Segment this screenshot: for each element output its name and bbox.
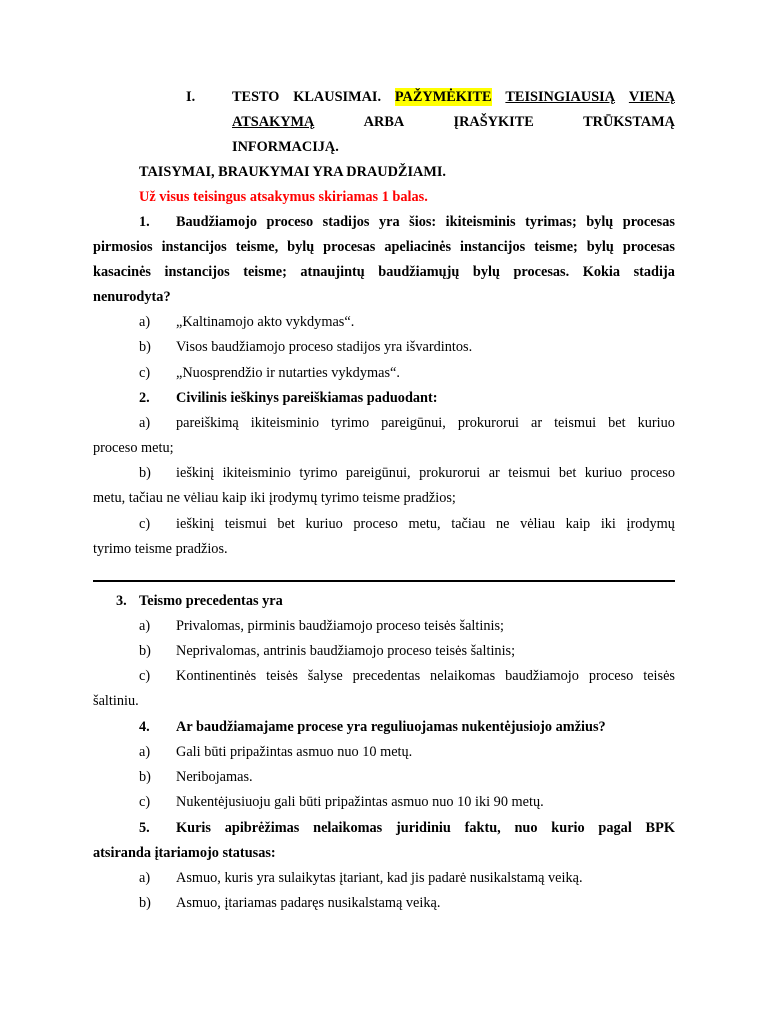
option-c: Nukentėjusiuoju gali būti pripažintas asmuo nuo 10 iki 90 metų. — [176, 794, 544, 810]
option-label: a) — [139, 618, 151, 634]
word: Kuris — [176, 820, 211, 836]
word: stadija — [633, 264, 675, 280]
question-number: 5. — [139, 820, 150, 836]
word: pirmosios — [93, 239, 153, 255]
option-label: a) — [139, 415, 151, 431]
word: kasacinės — [93, 264, 151, 280]
word: metu, — [408, 516, 441, 532]
word: instancijos — [164, 264, 230, 280]
word: tyrimo — [299, 465, 338, 481]
word: teisme, — [235, 239, 279, 255]
word: teismui — [554, 415, 597, 431]
question-text — [176, 213, 675, 231]
word: apeliacinės — [384, 239, 452, 255]
highlighted-word: PAŽYMĖKITE — [394, 89, 492, 105]
question-text — [176, 819, 675, 837]
word: teisės — [266, 668, 298, 684]
word: prokurorui — [419, 465, 481, 481]
option-label: c) — [139, 668, 151, 684]
option-label: a) — [139, 870, 151, 886]
instruction-line-3: INFORMACIJĄ. — [232, 139, 339, 155]
underlined-word: ATSAKYMĄ — [232, 114, 315, 130]
word: proceso — [588, 668, 634, 684]
word: įrodymų — [626, 516, 675, 532]
word: bylų — [586, 239, 614, 255]
word: proceso — [353, 516, 398, 532]
word: bet — [558, 465, 577, 481]
option-a: Asmuo, kuris yra sulaikytas įtariant, kad jis padarė nusikalstamą veiką. — [176, 870, 583, 886]
option-a-cont: proceso metu; — [93, 440, 174, 456]
word: pareiškimą — [176, 415, 239, 431]
section-divider — [93, 580, 675, 582]
question-text: Civilinis ieškinys pareiškiamas paduodant: — [176, 390, 438, 406]
word: vėliau — [520, 516, 555, 532]
word: Baudžiamojo — [176, 214, 258, 230]
word: instancijos — [161, 239, 227, 255]
question-text: nenurodyta? — [93, 289, 171, 305]
word: proceso — [266, 214, 314, 230]
word: bet — [277, 516, 295, 532]
option-b: Neribojamas. — [176, 769, 253, 785]
word: kurio — [551, 820, 585, 836]
question-text: Ar baudžiamajame procese yra reguliuojamas nukentėjusiojo amžius? — [176, 719, 606, 735]
word: tyrimo — [331, 415, 370, 431]
word: KLAUSIMAI. — [293, 89, 382, 105]
underlined-word: VIENĄ — [628, 89, 675, 105]
option-label: a) — [139, 314, 151, 330]
question-number: 1. — [139, 214, 150, 230]
option-a — [176, 414, 675, 432]
word: ikiteisminis — [445, 214, 516, 230]
option-label: b) — [139, 769, 151, 785]
word: procesas — [622, 239, 675, 255]
word: ieškinį — [176, 516, 215, 532]
word: tyrimas; — [525, 214, 577, 230]
word: teisme; — [243, 264, 287, 280]
word: ikiteisminio — [250, 415, 320, 431]
word: ARBA — [363, 114, 405, 130]
option-c-cont: tyrimo teisme pradžios. — [93, 541, 228, 557]
word: kuriuo — [637, 415, 675, 431]
option-label: c) — [139, 365, 151, 381]
option-label: c) — [139, 794, 151, 810]
word: instancijos — [460, 239, 526, 255]
word: baudžiamųjų — [378, 264, 460, 280]
option-a: Gali būti pripažintas asmuo nuo 10 metų. — [176, 744, 413, 760]
word: ne — [495, 516, 510, 532]
word: pareigūnui, — [345, 465, 411, 481]
word: stadijos — [322, 214, 370, 230]
word: Kontinentinės — [176, 668, 257, 684]
option-a: „Kaltinamojo akto vykdymas“. — [176, 314, 355, 330]
word: teismui — [224, 516, 267, 532]
option-label: b) — [139, 465, 151, 481]
option-b: Visos baudžiamojo proceso stadijos yra išvardintos. — [176, 339, 473, 355]
word: bylų — [287, 239, 315, 255]
option-b — [176, 464, 675, 482]
word: ikiteisminio — [222, 465, 291, 481]
word: teismui — [508, 465, 551, 481]
word: kuriuo — [584, 465, 623, 481]
word: bylų — [586, 214, 614, 230]
section-number: I. — [186, 89, 196, 105]
word: nelaikomas — [313, 820, 383, 836]
word: proceso — [630, 465, 675, 481]
option-c — [176, 667, 675, 685]
option-label: b) — [139, 643, 151, 659]
word: TRŪKSTAMĄ — [583, 114, 675, 130]
word: iki — [600, 516, 616, 532]
option-label: b) — [139, 895, 151, 911]
option-c — [176, 515, 675, 533]
option-c-cont: šaltiniu. — [93, 693, 139, 709]
option-b: Neprivalomas, antrinis baudžiamojo proceso teisės šaltinis; — [176, 643, 516, 659]
word: pagal — [598, 820, 632, 836]
word: baudžiamojo — [505, 668, 579, 684]
instruction-line-2 — [232, 113, 675, 131]
option-label: a) — [139, 744, 151, 760]
word: pareigūnui, — [381, 415, 446, 431]
word: nelaikomas — [430, 668, 496, 684]
word: šios: — [409, 214, 437, 230]
word: BPK — [645, 820, 675, 836]
word: šalyse — [307, 668, 343, 684]
scoring-note: Už visus teisingus atsakymus skiriamas 1 balas. — [139, 189, 428, 205]
word: kaip — [565, 516, 591, 532]
word: procesas — [622, 214, 675, 230]
word: teisės — [643, 668, 675, 684]
question-text — [93, 263, 675, 281]
word: kuriuo — [305, 516, 343, 532]
option-c: „Nuosprendžio ir nutarties vykdymas“. — [176, 365, 400, 381]
word: ĮRAŠYKITE — [453, 114, 534, 130]
word: bet — [608, 415, 626, 431]
question-number: 4. — [139, 719, 150, 735]
word: apibrėžimas — [224, 820, 300, 836]
word: Kokia — [582, 264, 621, 280]
question-text: Teismo precedentas yra — [139, 593, 283, 609]
question-number: 3. — [116, 593, 127, 609]
word: prokurorui — [457, 415, 519, 431]
word: procesas — [323, 239, 376, 255]
word: precedentas — [352, 668, 421, 684]
word: teisme; — [534, 239, 578, 255]
option-b: Asmuo, įtariamas padaręs nusikalstamą veiką. — [176, 895, 441, 911]
underlined-word: TEISINGIAUSIĄ — [505, 89, 616, 105]
word: TESTO — [232, 89, 280, 105]
instruction-line-1 — [232, 88, 675, 106]
option-label: c) — [139, 516, 151, 532]
word: juridiniu — [396, 820, 451, 836]
word: bylų — [472, 264, 500, 280]
question-text: atsiranda įtariamojo statusas: — [93, 845, 276, 861]
word: yra — [379, 214, 400, 230]
word: ar — [488, 465, 500, 481]
word: procesas. — [513, 264, 570, 280]
word: faktu, — [464, 820, 501, 836]
word: tačiau — [451, 516, 486, 532]
word: ieškinį — [176, 465, 215, 481]
option-label: b) — [139, 339, 151, 355]
question-number: 2. — [139, 390, 150, 406]
question-text — [93, 238, 675, 256]
option-b-cont: metu, tačiau ne vėliau kaip iki įrodymų tyrimo teisme pradžios; — [93, 490, 456, 506]
warning-text: TAISYMAI, BRAUKYMAI YRA DRAUDŽIAMI. — [139, 164, 446, 180]
option-a: Privalomas, pirminis baudžiamojo proceso teisės šaltinis; — [176, 618, 504, 634]
word: nuo — [514, 820, 538, 836]
word: atnaujintų — [300, 264, 365, 280]
word: ar — [530, 415, 543, 431]
